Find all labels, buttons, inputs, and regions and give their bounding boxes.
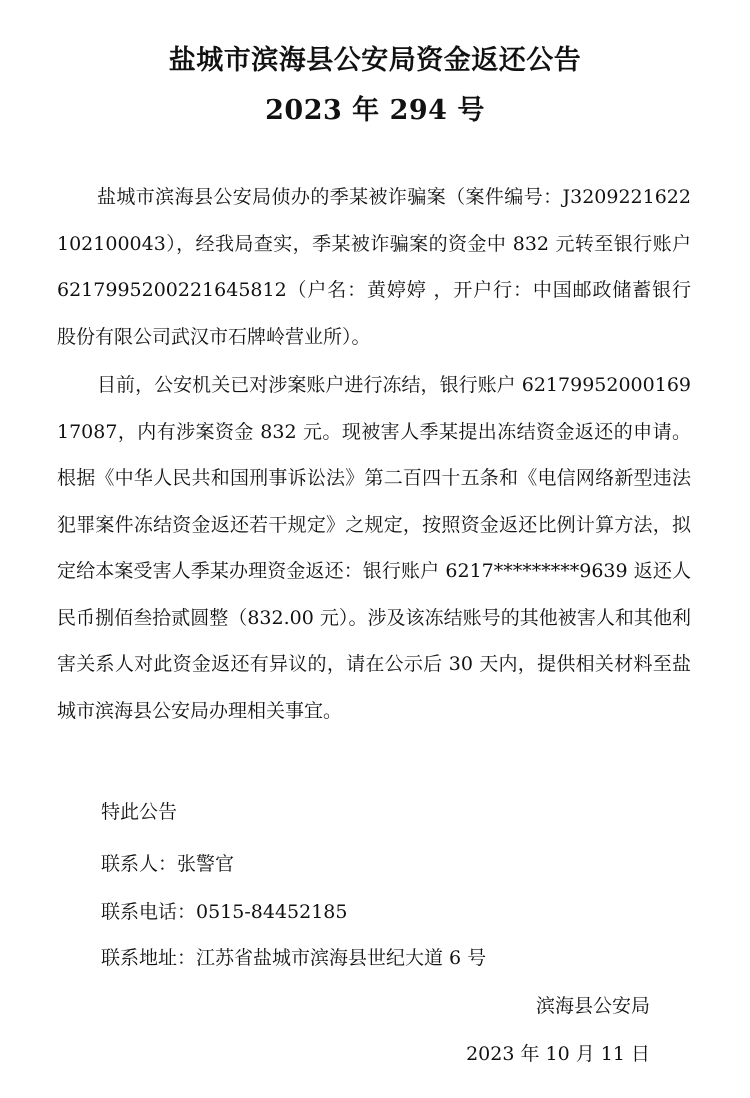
closing-notice: 特此公告 <box>101 801 178 823</box>
contact-address: 联系地址：江苏省盐城市滨海县世纪大道 6 号 <box>101 947 487 969</box>
contact-person: 联系人：张警官 <box>101 853 235 875</box>
signature-date: 2023 年 10 月 11 日 <box>466 1043 650 1065</box>
signature-organization: 滨海县公安局 <box>535 995 650 1017</box>
document-number: 2023 年 294 号 <box>265 95 485 126</box>
contact-phone: 联系电话：0515-84452185 <box>101 901 348 923</box>
body-paragraph-case-info: 盐城市滨海县公安局侦办的季某被诈骗案（案件编号：J3209221622102100043），经我局查实，季某被诈骗案的资金中 832 元转至银行账户 6217995200221645812（户名：黄婷婷 ，开户行：中国邮政储蓄银行股份有限公司武汉市石牌岭营业所）。 <box>57 186 691 348</box>
body-paragraph-refund-info: 目前，公安机关已对涉案账户进行冻结，银行账户 6217995200016917087，内有涉案资金 832 元。现被害人季某提出冻结资金返还的申请。根据《中华人民共和国刑事诉讼法》第二百四十五条和《电信网络新型违法犯罪案件冻结资金返还若干规定》之规定，按照资金返还比例计算方法，拟定给本案受害人季某办理资金返还：银行账户 6217*********9639 返还人民币捌佰叁拾贰圆整（832.00 元）。涉及该冻结账号的其他被害人和其他利害关系人对此资金返还有异议的，请在公示后 30 天内，提供相关材料至盐城市滨海县公安局办理相关事宜。 <box>57 374 691 722</box>
document-title: 盐城市滨海县公安局资金返还公告 <box>168 45 582 76</box>
